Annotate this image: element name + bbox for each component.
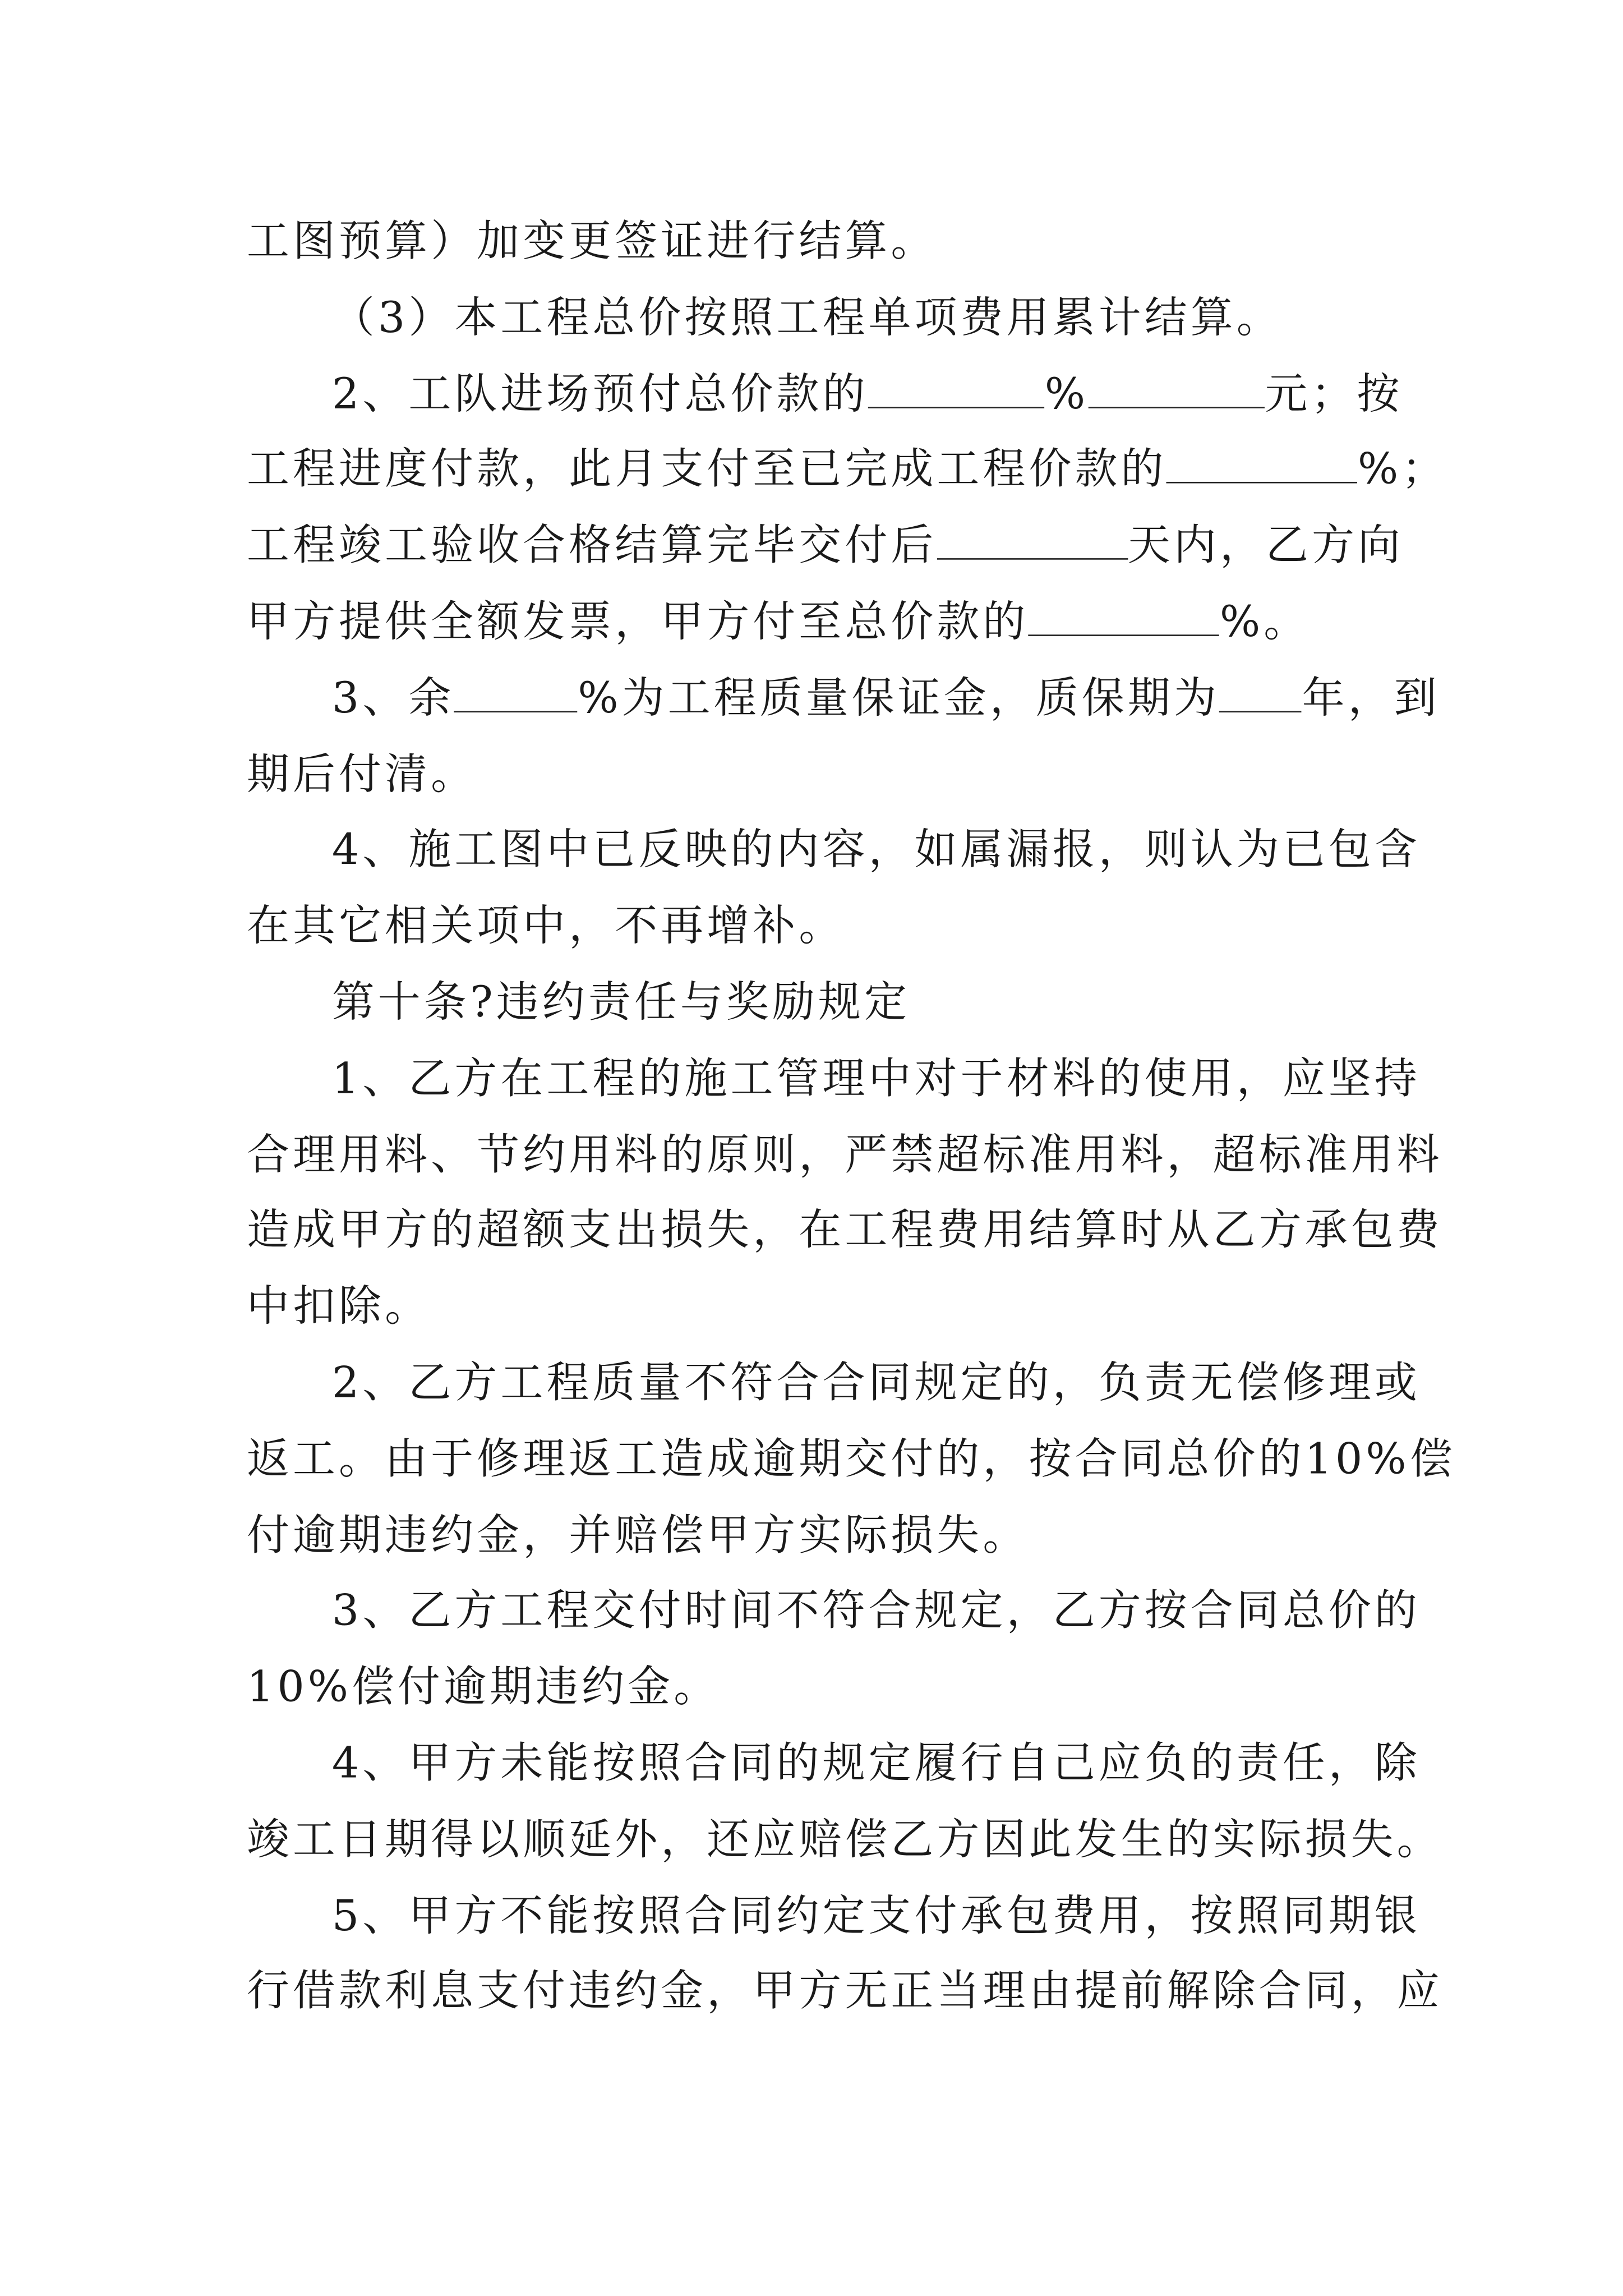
blank-field[interactable] bbox=[1220, 670, 1302, 712]
blank-field[interactable] bbox=[1029, 593, 1219, 636]
text-segment: 2、工队进场预付总价款的 bbox=[331, 368, 869, 418]
text-line bbox=[247, 665, 1440, 742]
blank-field[interactable] bbox=[869, 365, 1045, 408]
text-line: 竣工日期得以顺延外，还应赔偿乙方因此发生的实际损失。 bbox=[246, 1814, 1443, 1864]
text-line bbox=[246, 513, 1404, 589]
text-segment: 3、余 bbox=[331, 672, 455, 723]
text-line: 期后付清。 bbox=[246, 748, 477, 799]
text-line: 造成甲方的超额支出损失，在工程费用结算时从乙方承包费 bbox=[246, 1205, 1443, 1255]
text-segment: % bbox=[1044, 368, 1089, 418]
text-line: 1、乙方在工程的施工管理中对于材料的使用，应坚持 bbox=[331, 1052, 1421, 1103]
text-line: 4、施工图中已反映的内容，如属漏报，则认为已包含 bbox=[331, 825, 1421, 875]
text-line: 付逾期违约金，并赔偿甲方实际损失。 bbox=[246, 1509, 1029, 1559]
text-segment: 天内，乙方向 bbox=[1127, 520, 1404, 570]
text-segment: 工程进度付款，此月支付至已完成工程价款的 bbox=[246, 444, 1167, 494]
blank-field[interactable] bbox=[454, 670, 578, 712]
text-segment: %为工程质量保证金，质保期为 bbox=[578, 672, 1220, 723]
text-segment: 年，到 bbox=[1302, 672, 1440, 723]
page-body bbox=[246, 209, 1456, 2035]
text-line: 5、甲方不能按照合同约定支付承包费用，按照同期银 bbox=[331, 1890, 1421, 1940]
text-line: 2、乙方工程质量不符合合同规定的，负责无偿修理或 bbox=[331, 1357, 1421, 1407]
text-line: 3、乙方工程交付时间不符合规定，乙方按合同总价的 bbox=[331, 1585, 1421, 1636]
text-segment: 工程竣工验收合格结算完毕交付后 bbox=[246, 520, 937, 570]
blank-field[interactable] bbox=[937, 517, 1127, 560]
blank-field[interactable] bbox=[1167, 441, 1358, 484]
text-line: 合理用料、节约用料的原则，严禁超标准用料，超标准用料 bbox=[246, 1129, 1443, 1179]
text-line: 行借款利息支付违约金，甲方无正当理由提前解除合同，应 bbox=[246, 1966, 1443, 2016]
text-line: 4、甲方未能按照合同的规定履行自己应负的责任，除 bbox=[331, 1737, 1421, 1788]
text-segment: %； bbox=[1358, 444, 1448, 494]
blank-field[interactable] bbox=[1089, 365, 1265, 408]
text-line bbox=[246, 437, 1448, 513]
text-line: 工图预算）加变更签证进行结算。 bbox=[246, 215, 937, 266]
text-line: （3）本工程总价按照工程单项费用累计结算。 bbox=[331, 292, 1283, 342]
text-line: 中扣除。 bbox=[246, 1281, 431, 1331]
text-line: 返工。由于修理返工造成逾期交付的，按合同总价的10%偿 bbox=[246, 1433, 1456, 1484]
text-segment: %。 bbox=[1219, 596, 1310, 647]
text-line bbox=[247, 589, 1386, 665]
text-line: 10%偿付逾期违约金。 bbox=[246, 1662, 720, 1712]
section-heading: 第十条?违约责任与奖励规定 bbox=[331, 977, 911, 1027]
text-line: 在其它相关项中，不再增补。 bbox=[246, 900, 845, 951]
text-segment: 甲方提供全额发票，甲方付至总价款的 bbox=[246, 596, 1029, 647]
text-line bbox=[247, 361, 1403, 437]
text-segment: 元；按 bbox=[1265, 368, 1403, 418]
